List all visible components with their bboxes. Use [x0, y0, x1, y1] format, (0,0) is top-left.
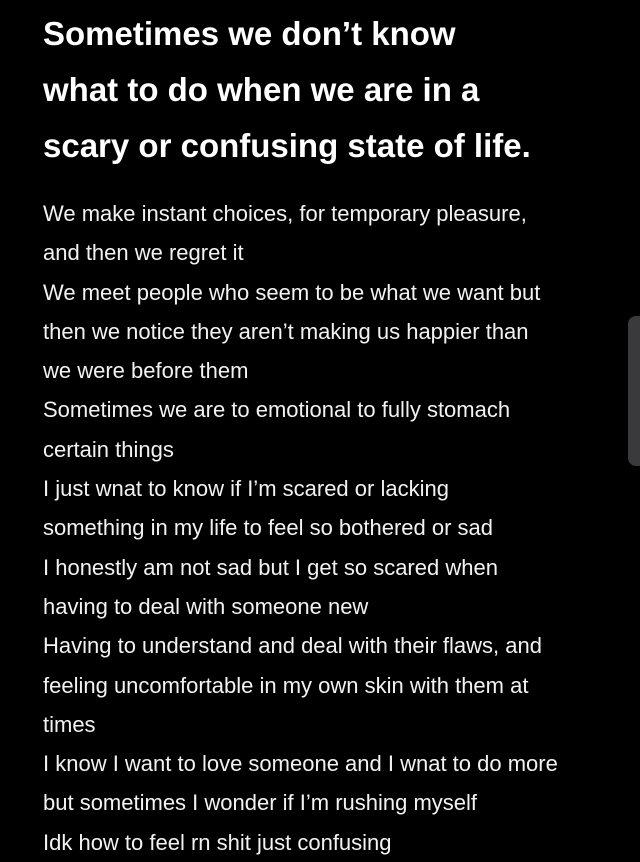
body-line: Sometimes we are to emotional to fully stomach: [43, 397, 511, 423]
body-line: We make instant choices, for temporary pleasure,: [43, 201, 527, 226]
body-line: and then we regret it: [43, 240, 244, 266]
body-line: times: [43, 711, 96, 737]
body-line: having to deal with someone new: [43, 593, 369, 619]
body-line: Idk how to feel rn shit just confusing: [43, 829, 392, 855]
body-line: then we notice they aren’t making us happier than: [43, 318, 529, 344]
title-line: what to do when we are in a: [43, 71, 480, 108]
body-line: but sometimes I wonder if I’m rushing myself: [43, 790, 478, 816]
note-content[interactable]: [43, 0, 633, 862]
note-body: [43, 194, 633, 862]
body-line: certain things: [43, 436, 174, 462]
body-line: I just wnat to know if I’m scared or lacking: [43, 476, 449, 502]
body-line: We meet people who seem to be what we want but: [43, 279, 541, 305]
scrollbar-thumb[interactable]: [628, 316, 640, 466]
note-title: [43, 0, 633, 174]
title-line: Sometimes we don’t know: [43, 15, 456, 52]
body-line: feeling uncomfortable in my own skin with them at: [43, 672, 529, 698]
body-line: something in my life to feel so bothered or sad: [43, 515, 494, 541]
body-line: I honestly am not sad but I get so scared when: [43, 554, 498, 580]
body-line: I know I want to love someone and I wnat to do more: [43, 751, 558, 777]
body-line: we were before them: [43, 358, 249, 384]
title-line: scary or confusing state of life.: [43, 127, 531, 164]
body-line: Having to understand and deal with their flaws, and: [43, 633, 542, 659]
